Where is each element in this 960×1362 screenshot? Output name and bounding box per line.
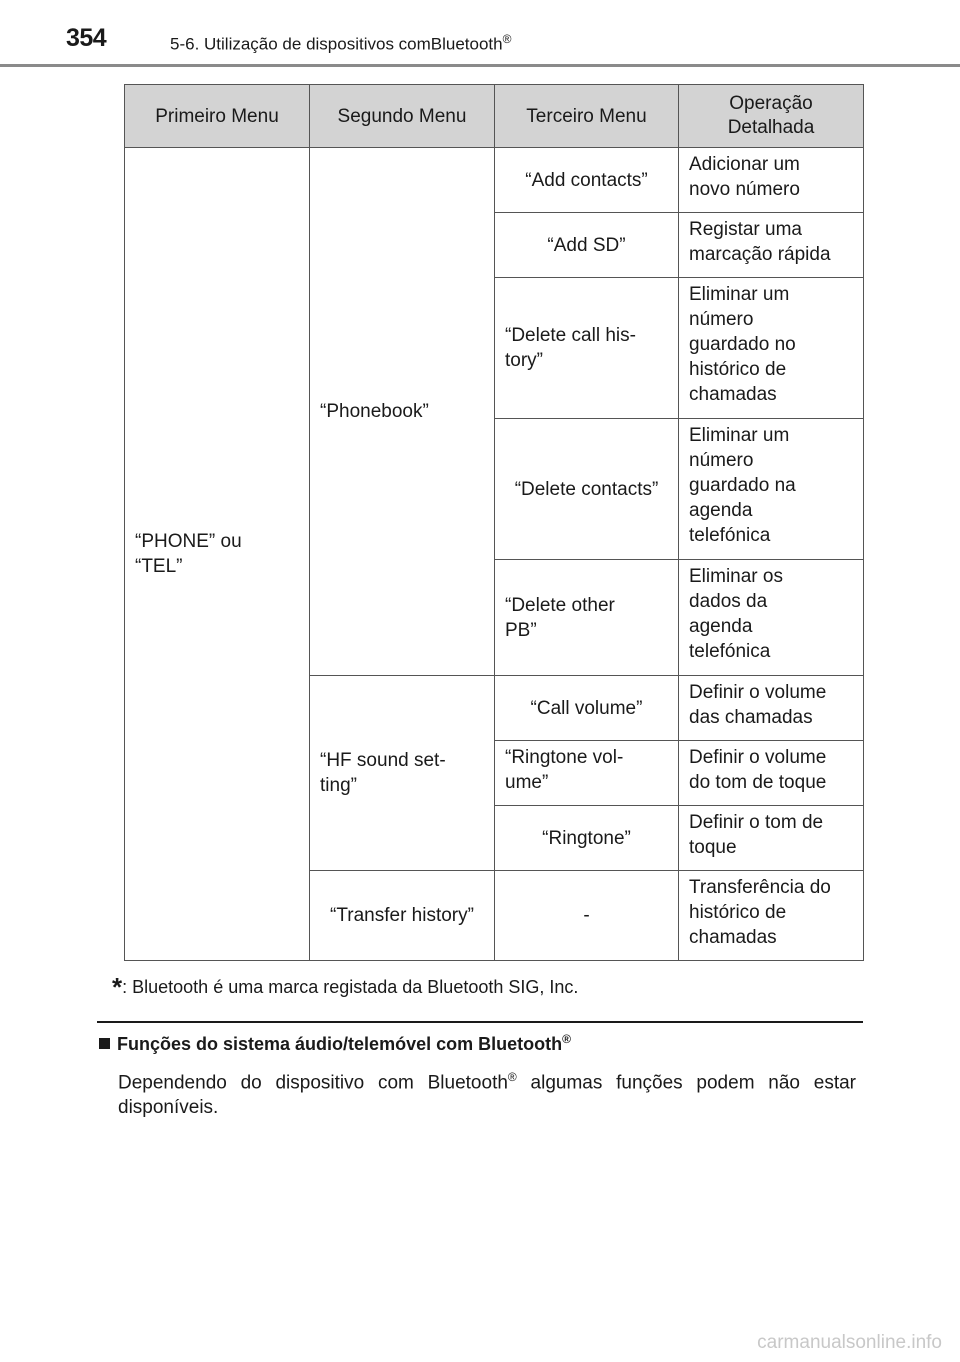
footnote-text: : Bluetooth é uma marca registada da Bluetooth SIG, Inc. (122, 977, 579, 997)
second-menu-transfer-history: “Transfer history” (310, 871, 495, 961)
header-third-menu: Terceiro Menu (495, 85, 679, 148)
second-menu-phonebook: “Phonebook” (310, 148, 495, 676)
menu-table (124, 84, 864, 961)
section-body (118, 1065, 856, 1120)
third-menu-cell: “Add SD” (495, 213, 679, 278)
operation-cell: Adicionar um novo número (679, 148, 864, 213)
third-menu-cell: “Call volume” (495, 676, 679, 741)
header-first-menu: Primeiro Menu (125, 85, 310, 148)
section-title-text: 5-6. Utilização de dispositivos comBluetooth (170, 34, 503, 54)
third-menu-cell: “Delete contacts” (495, 419, 679, 560)
header-operation: Operação Detalhada (679, 85, 864, 148)
section-rule (97, 1021, 863, 1023)
operation-cell: Definir o volume das chamadas (679, 676, 864, 741)
operation-cell: Definir o tom de toque (679, 806, 864, 871)
third-menu-cell: “Delete call his- tory” (495, 278, 679, 419)
registered-mark: ® (502, 32, 512, 46)
third-menu-cell: “Delete other PB” (495, 560, 679, 676)
operation-cell: Eliminar um número guardado na agenda telefónica (679, 419, 864, 560)
section-heading-text: Funções do sistema áudio/telemóvel com Bluetooth (117, 1034, 563, 1054)
asterisk-icon: * (112, 972, 123, 1002)
table-header-row (125, 85, 864, 148)
registered-mark: ® (562, 1032, 571, 1046)
third-menu-cell: - (495, 871, 679, 961)
third-menu-cell: “Ringtone” (495, 806, 679, 871)
third-menu-cell: “Add contacts” (495, 148, 679, 213)
third-menu-cell: “Ringtone vol- ume” (495, 741, 679, 806)
operation-cell: Eliminar os dados da agenda telefónica (679, 560, 864, 676)
body-text-part1: Dependendo do dispositivo com Bluetooth (118, 1072, 508, 1094)
table-row (125, 148, 864, 213)
body-text-part2: algumas funções podem não estar disponíveis. (118, 1072, 856, 1119)
registered-mark: ® (507, 1070, 517, 1084)
operation-cell: Registar uma marcação rápida (679, 213, 864, 278)
operation-cell: Transferência do histórico de chamadas (679, 871, 864, 961)
page-number: 354 (66, 24, 107, 52)
second-menu-hf-sound: “HF sound set- ting” (310, 676, 495, 871)
square-bullet-icon (99, 1038, 110, 1049)
section-heading (99, 1032, 571, 1055)
page-header (0, 0, 960, 68)
operation-cell: Eliminar um número guardado no histórico de chamadas (679, 278, 864, 419)
footnote (112, 972, 578, 1003)
header-second-menu: Segundo Menu (310, 85, 495, 148)
first-menu-cell: “PHONE” ou “TEL” (125, 148, 310, 961)
operation-cell: Definir o volume do tom de toque (679, 741, 864, 806)
header-rule (0, 64, 960, 67)
watermark: carmanualsonline.info (757, 1332, 942, 1353)
section-title (170, 32, 511, 55)
